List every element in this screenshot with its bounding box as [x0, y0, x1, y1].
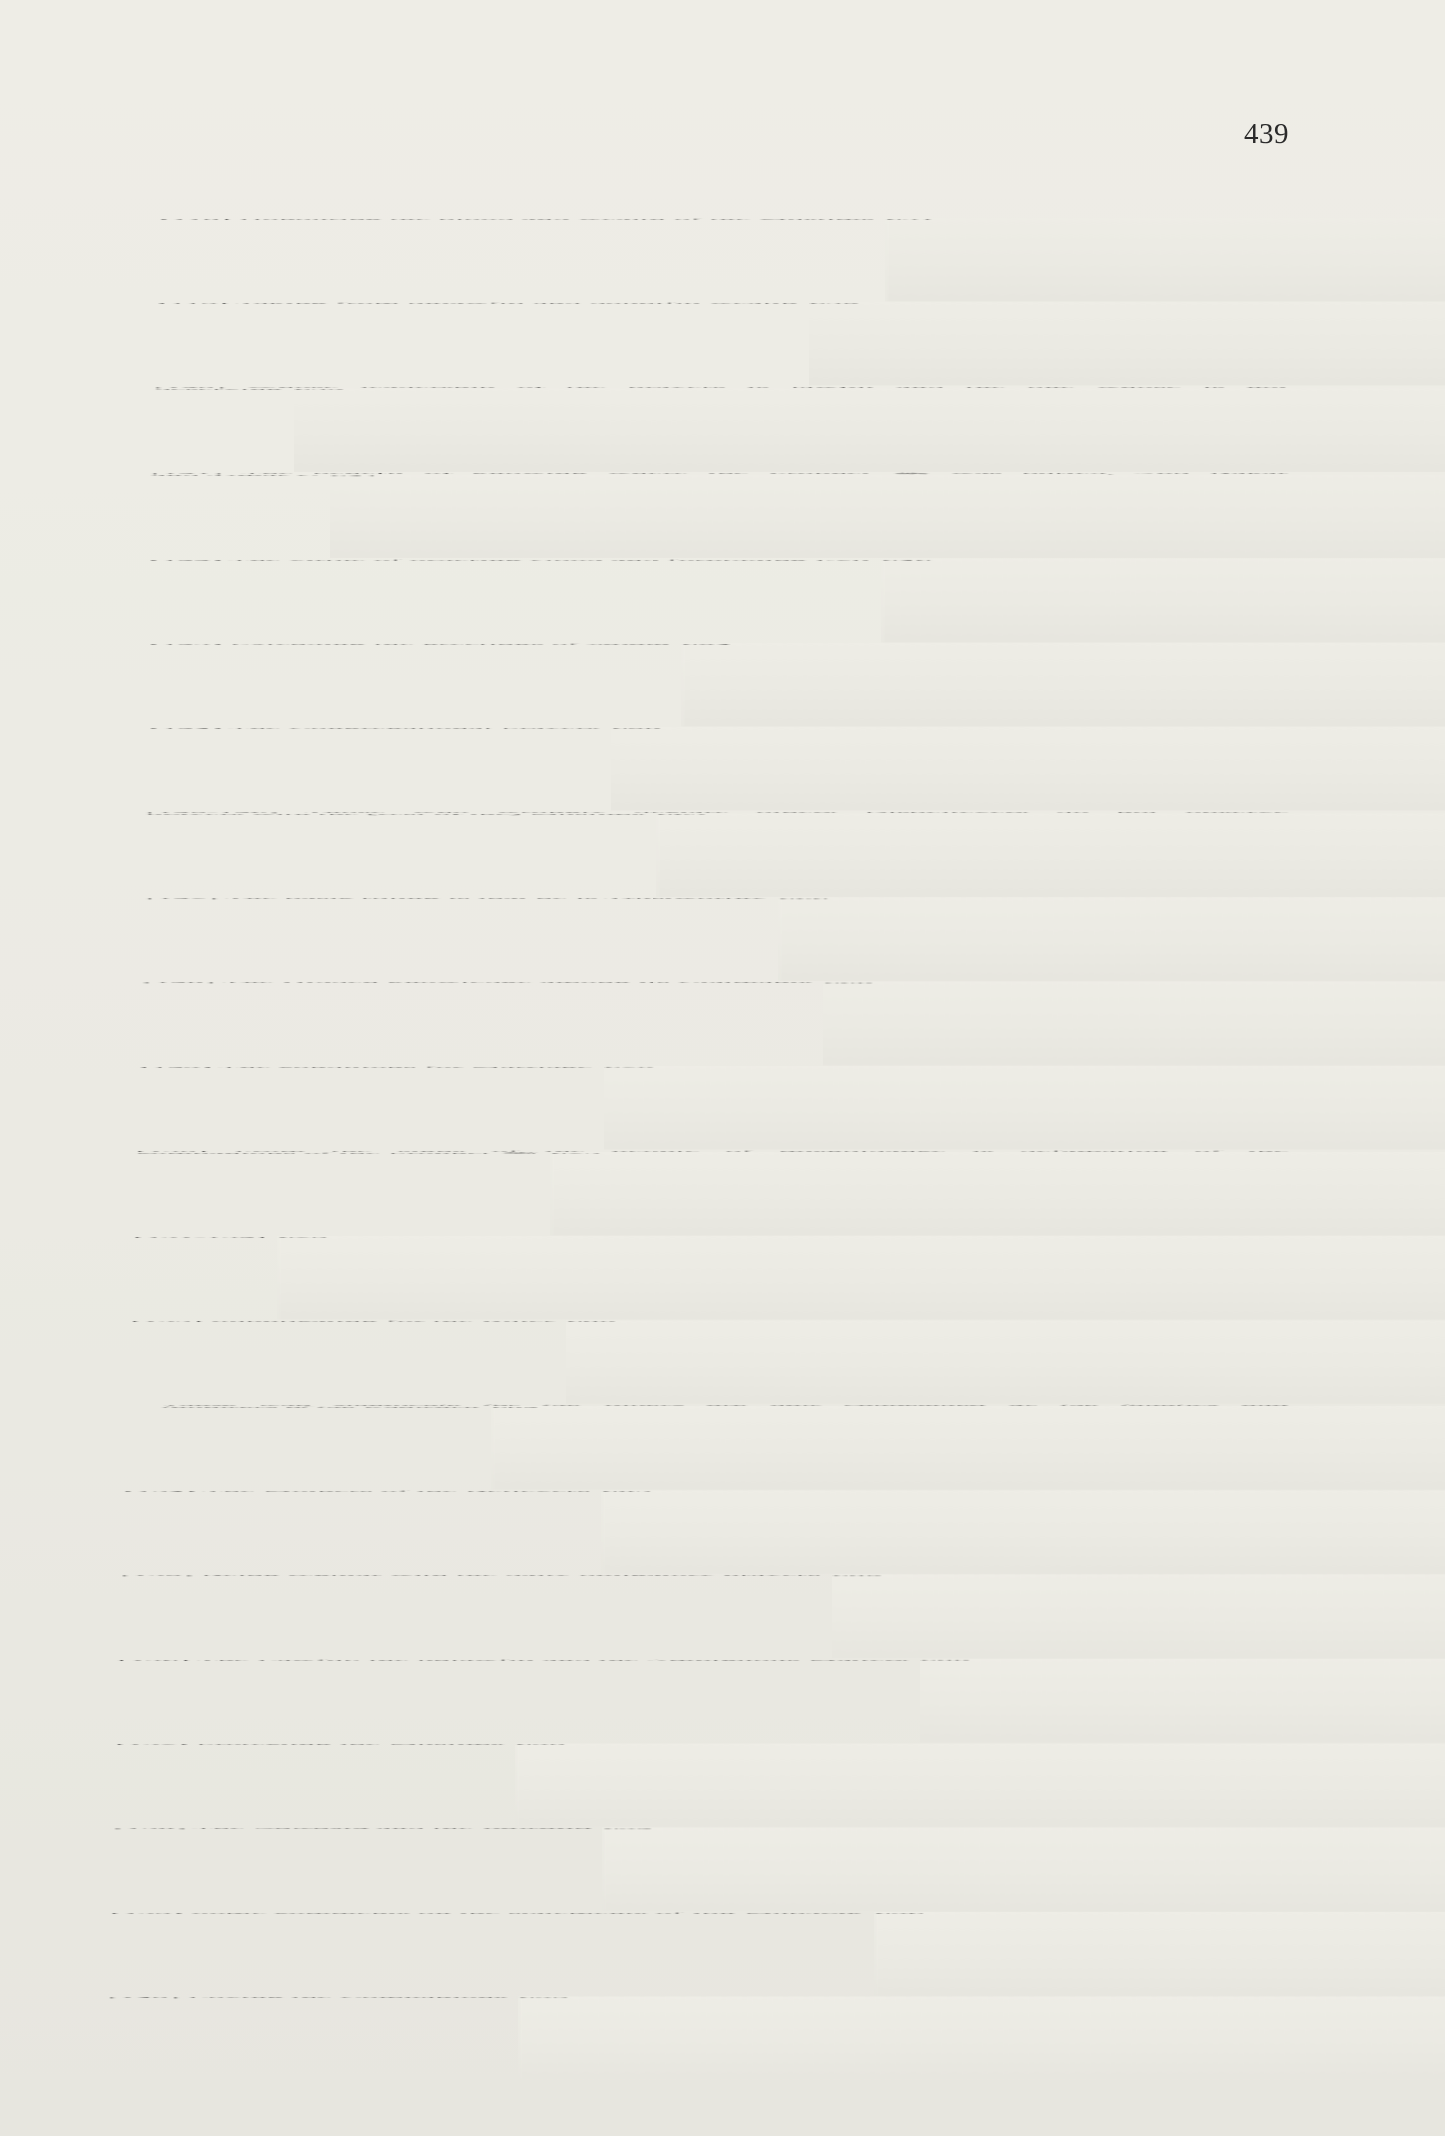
toc-entry-page: 658	[611, 727, 1445, 810]
toc-entry	[124, 1490, 1288, 1573]
toc-entry	[146, 811, 1288, 896]
toc-entry-page: 696	[875, 1912, 1445, 1995]
toc-entry-page: 654	[682, 643, 1445, 726]
toc-entry-title: [133] Supplicating for the Ruler	[131, 1320, 555, 1323]
toc-entry-title: [124] The Congregational Prayers	[150, 727, 600, 729]
toc-entry-page: 685	[832, 1575, 1445, 1658]
toc-entry-title: [119] Taking from unlawful and doubtful wealth	[158, 302, 798, 304]
toc-entry-title-italic: Nawāṣib	[252, 1827, 369, 1830]
toc-entry-title: [139] Some comments on the statements of Ibn Mubārak	[111, 1912, 863, 1914]
toc-entry	[111, 1912, 1288, 1995]
toc-entry-title: [134] The Mothers of the Believers	[124, 1490, 590, 1493]
toc-entry-title: [128] The Hidden knowledge among its Claimants	[143, 982, 812, 984]
toc-entry-page: 641	[330, 475, 1445, 558]
toc-entry-title: [122] The virtue of ordering Good and forbidding Evil	[150, 559, 870, 561]
toc-entry	[118, 1659, 1288, 1742]
toc-entry-page: 663	[657, 813, 1445, 896]
toc-entry	[158, 302, 1288, 385]
toc-entry-title	[150, 643, 670, 645]
toc-entry-page: 646	[882, 559, 1445, 642]
toc-entry-title-text: [138] The	[114, 1827, 253, 1830]
toc-entry-title-line2: and 'Umar C	[151, 474, 319, 477]
toc-entry-title-text: and the	[368, 1827, 481, 1830]
toc-entry	[134, 1236, 1288, 1319]
toc-entry-title-line1: [125-126] Those who wrongly	[146, 811, 607, 814]
table-of-contents	[0, 218, 1445, 2080]
toc-entry	[146, 898, 1288, 981]
toc-entry-page: 668	[823, 982, 1445, 1065]
toc-entry-title: [118] Honouring the blood and wealth of the Muslims	[160, 218, 874, 220]
toc-subentry-line1: Those who supplicate	[162, 1404, 461, 1406]
toc-entry-page: 690	[516, 1743, 1445, 1826]
toc-entry-title-line1: [130] From the signs of	[136, 1150, 519, 1152]
toc-entry	[160, 218, 1288, 301]
toc-entry-title-text: [123] Extending the greetings of	[150, 643, 588, 645]
toc-entry-page: 682	[492, 1406, 1445, 1489]
toc-entry	[154, 386, 1288, 471]
toc-entry-title: [136] The Lawful, the unlawful and the Ambiguous Matters	[118, 1659, 909, 1661]
toc-entry-title: [129] The conditions for Marriage	[140, 1066, 593, 1068]
toc-entry	[114, 1828, 1288, 1911]
toc-entry-title	[114, 1828, 591, 1830]
toc-entry-page: 683	[602, 1490, 1445, 1573]
toc-entry-page: 688	[920, 1659, 1445, 1742]
toc-entry-title-line2: prayers with the (rest of the) Muslims	[146, 813, 645, 816]
toc-entry-title-line1: [121] The	[151, 472, 294, 475]
toc-entry	[143, 982, 1288, 1065]
toc-entry	[140, 1066, 1288, 1149]
toc-entry-title: [140] Loving the Companions	[108, 1996, 507, 1999]
toc-entry-page: 699	[519, 1997, 1445, 2080]
toc-subentry-line2: followers of the Khawārij	[162, 1406, 480, 1408]
toc-entry	[150, 643, 1288, 726]
toc-entry-title-line2: deserving	[154, 388, 283, 391]
page-number: 439	[1244, 118, 1289, 150]
toc-entry-title: [137] Protecting the Muslims	[116, 1743, 504, 1745]
toc-entry-page: 673	[551, 1152, 1445, 1235]
toc-entry-page: 635	[809, 302, 1445, 385]
toc-entry-page: 679	[278, 1236, 1445, 1319]
toc-entry-title-line1: [120] Whose	[154, 386, 339, 389]
toc-entry	[121, 1575, 1288, 1658]
toc-entry-title: [127] The basic ruling is that he is Trustworthy	[146, 897, 767, 900]
toc-entry-title-italic: Salām	[587, 643, 670, 645]
toc-entry	[131, 1320, 1288, 1403]
toc-entry-title-line2: companions of the Prophet ﷺ	[136, 1152, 539, 1154]
toc-entry-title: [135] Being regular with the daily obligatory prayers	[121, 1574, 821, 1577]
toc-subentry	[162, 1404, 1288, 1489]
toc-entry-page: 631	[886, 218, 1445, 301]
toc-entry-page: 692	[603, 1828, 1445, 1911]
toc-entry	[116, 1743, 1288, 1826]
toc-entry	[108, 1997, 1288, 2080]
toc-entry	[150, 727, 1288, 810]
toc-entry-page: 670	[604, 1066, 1445, 1149]
toc-entry-title-italic: Rawāfiḍ	[480, 1827, 591, 1830]
toc-entry	[136, 1150, 1288, 1235]
toc-entry-page: 680	[566, 1320, 1445, 1403]
toc-entry-title: [131-132]	[134, 1236, 266, 1238]
toc-entry-page: 639	[294, 388, 1445, 471]
toc-entry-page: 666	[779, 898, 1445, 981]
toc-entry	[151, 473, 1288, 558]
